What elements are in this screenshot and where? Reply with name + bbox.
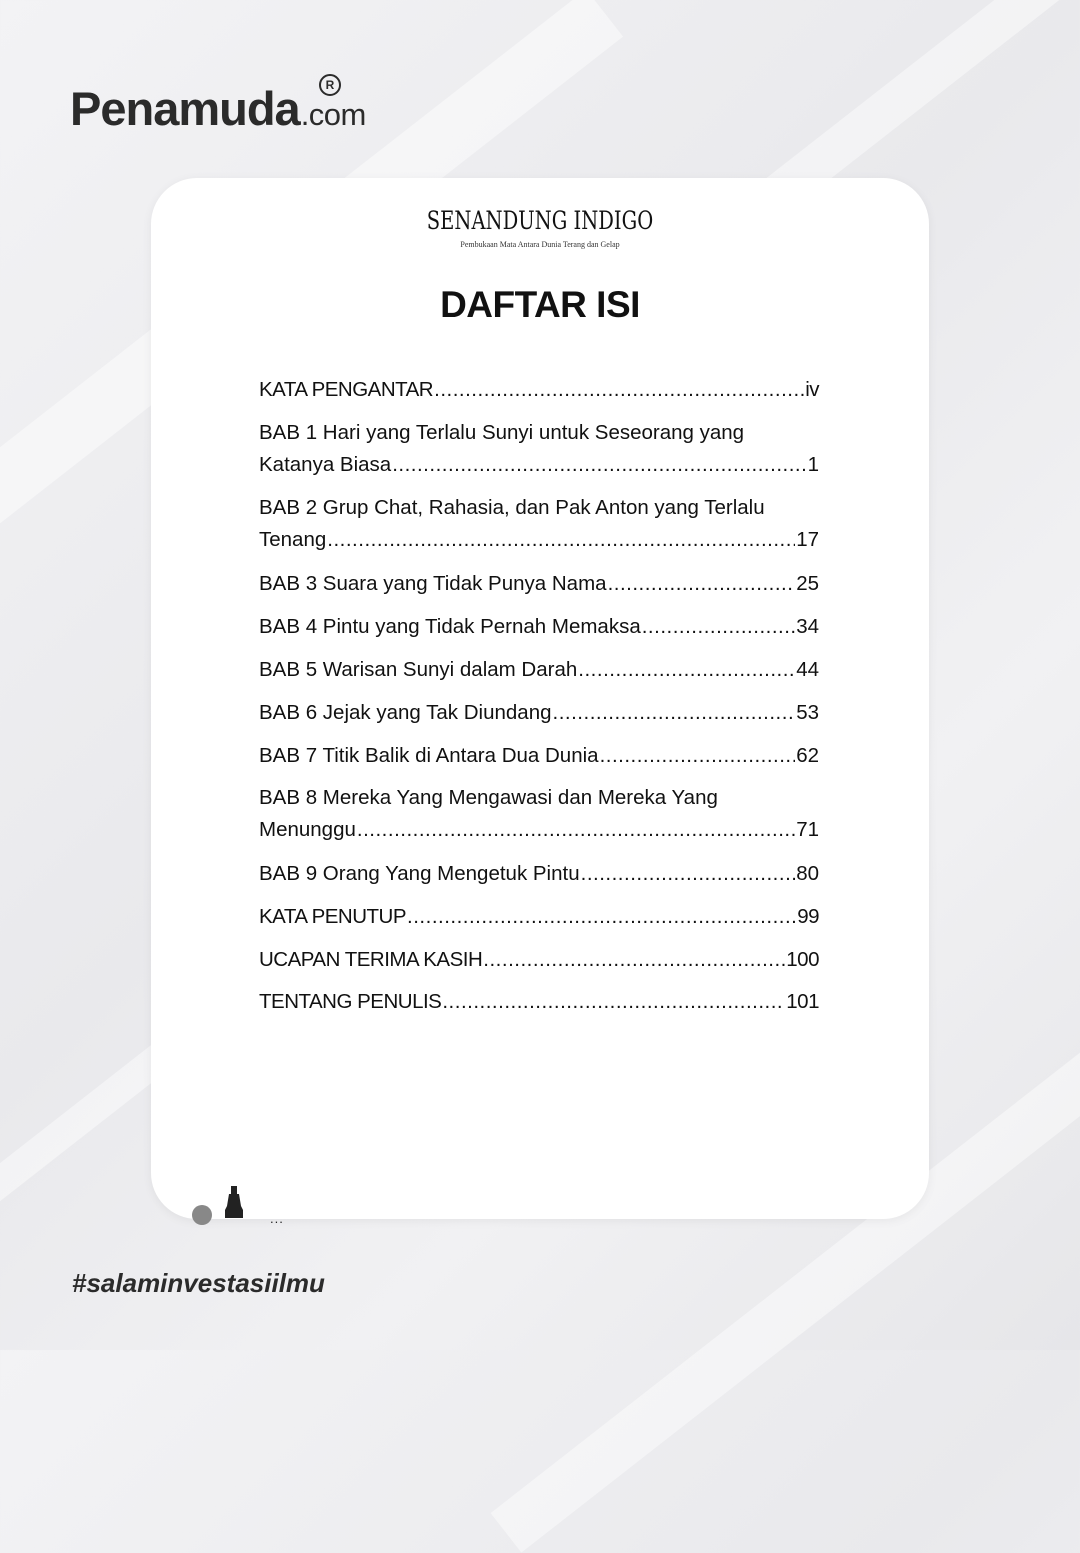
toc-entry bbox=[259, 740, 819, 772]
leader-dots bbox=[642, 611, 795, 643]
footer-tools bbox=[192, 1186, 284, 1225]
book-title: SENANDUNG INDIGO bbox=[426, 206, 654, 235]
hashtag: #salaminvestasiilmu bbox=[72, 1268, 325, 1298]
footer-tag: ... bbox=[270, 1211, 284, 1226]
toc-entry bbox=[259, 944, 819, 976]
toc-entry-title: Katanya Biasa bbox=[259, 453, 392, 476]
brand-name: Penamuda bbox=[70, 82, 300, 135]
toc-entry bbox=[259, 858, 819, 890]
leader-dots bbox=[581, 858, 796, 890]
brand-logo bbox=[70, 72, 366, 135]
leader-dots bbox=[608, 568, 796, 600]
toc-entry-page: 34 bbox=[796, 615, 819, 638]
toc-entry-title: BAB 4 Pintu yang Tidak Pernah Memaksa bbox=[259, 615, 641, 638]
toc-entry-title: BAB 9 Orang Yang Mengetuk Pintu bbox=[259, 862, 580, 885]
toc-entry-title: Menunggu bbox=[259, 818, 356, 841]
toc-entry-title: UCAPAN TERIMA KASIH bbox=[259, 948, 483, 971]
toc-entry-page: 62 bbox=[796, 744, 819, 767]
registered-mark: R bbox=[319, 74, 341, 96]
toc-entry-page: 44 bbox=[796, 658, 819, 681]
toc-entry-title: BAB 7 Titik Balik di Antara Dua Dunia bbox=[259, 744, 599, 767]
toc-entry-page: 53 bbox=[796, 701, 819, 724]
toc-entry-page: 25 bbox=[796, 572, 819, 595]
toc-entry-title: KATA PENUTUP bbox=[259, 905, 407, 928]
leader-dots bbox=[578, 654, 795, 686]
document-page-card bbox=[151, 178, 929, 1219]
toc-entry bbox=[259, 568, 819, 600]
toc-entry-title-line: BAB 8 Mereka Yang Mengawasi dan Mereka Yang bbox=[259, 786, 718, 809]
circle-icon bbox=[192, 1205, 212, 1225]
toc-entry bbox=[259, 492, 819, 556]
toc-entry-page: 71 bbox=[796, 818, 819, 841]
toc-entry-title: BAB 3 Suara yang Tidak Punya Nama bbox=[259, 572, 607, 595]
toc-entry-title: KATA PENGANTAR bbox=[259, 378, 434, 401]
toc-entry bbox=[259, 901, 819, 933]
toc-entry-title-line: BAB 1 Hari yang Terlalu Sunyi untuk Seseorang yang bbox=[259, 421, 745, 444]
toc-entry bbox=[259, 782, 819, 846]
toc-entry bbox=[259, 374, 819, 406]
leader-dots bbox=[327, 524, 795, 556]
book-subtitle: Pembukaan Mata Antara Dunia Terang dan Gelap bbox=[460, 240, 620, 249]
toc-entry bbox=[259, 697, 819, 729]
toc-entry bbox=[259, 611, 819, 643]
toc-entry-page: 80 bbox=[796, 862, 819, 885]
toc-entry-page: 100 bbox=[786, 948, 819, 971]
brand-tld: .com bbox=[300, 97, 366, 132]
leader-dots bbox=[442, 986, 785, 1018]
toc-entry-page: 17 bbox=[796, 528, 819, 551]
toc-entry-title: BAB 6 Jejak yang Tak Diundang bbox=[259, 701, 552, 724]
leader-dots bbox=[407, 901, 796, 933]
toc-entry bbox=[259, 654, 819, 686]
leader-dots bbox=[392, 449, 806, 481]
tool-icon bbox=[222, 1186, 246, 1225]
leader-dots bbox=[434, 374, 804, 406]
leader-dots bbox=[600, 740, 796, 772]
toc-entry-page: 101 bbox=[786, 990, 819, 1013]
toc-entry bbox=[259, 417, 819, 481]
toc-entry-title: Tenang bbox=[259, 528, 327, 551]
toc-entry-page: 99 bbox=[797, 905, 819, 928]
toc-entry-page: 1 bbox=[807, 453, 819, 476]
toc-entry bbox=[259, 986, 819, 1018]
leader-dots bbox=[553, 697, 796, 729]
toc-entry-title: TENTANG PENULIS bbox=[259, 990, 442, 1013]
leader-dots bbox=[483, 944, 785, 976]
leader-dots bbox=[357, 814, 795, 846]
toc-entry-page: iv bbox=[805, 378, 819, 401]
toc-entry-title: BAB 5 Warisan Sunyi dalam Darah bbox=[259, 658, 578, 681]
toc-entry-title-line: BAB 2 Grup Chat, Rahasia, dan Pak Anton yang Terlalu bbox=[259, 496, 765, 519]
page-heading: DAFTAR ISI bbox=[440, 284, 640, 325]
